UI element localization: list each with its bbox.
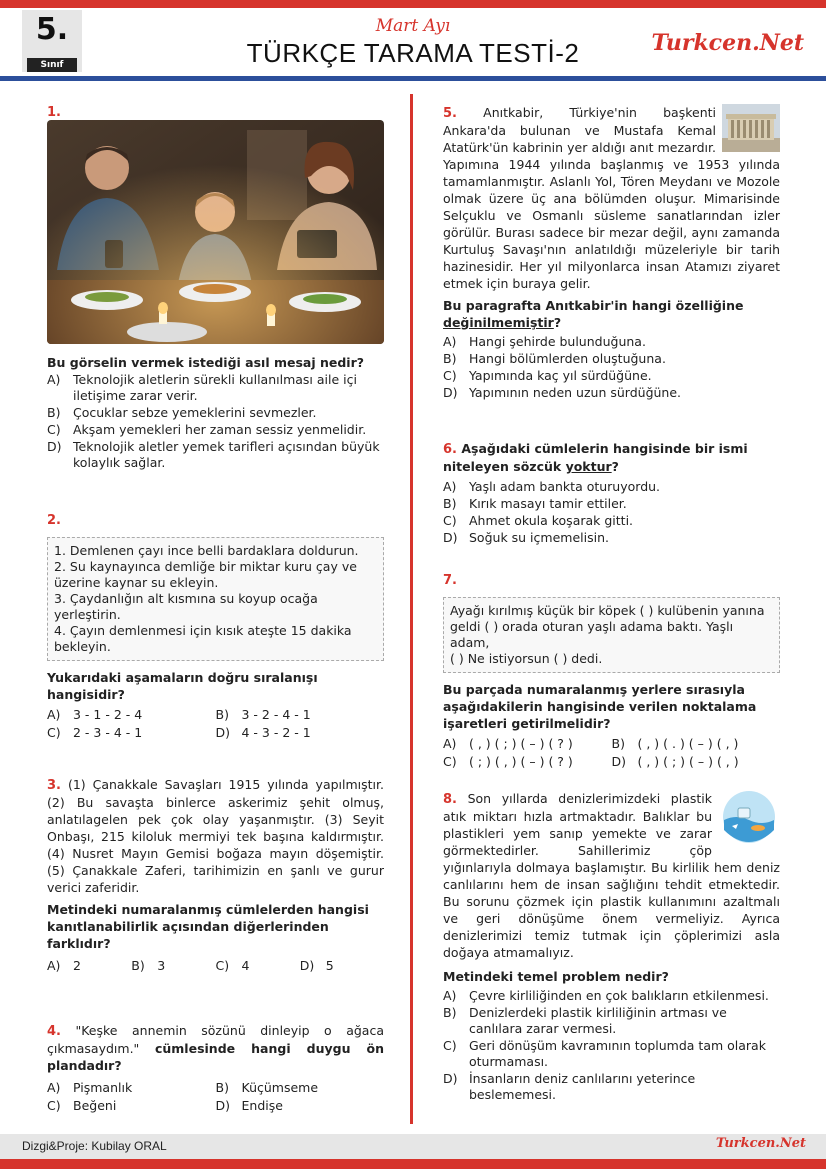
- option-letter: A): [47, 707, 61, 722]
- option-d[interactable]: [443, 530, 780, 546]
- page-header: [0, 8, 826, 74]
- option-letter: D): [215, 1098, 231, 1113]
- passage-line: Ayağı kırılmış küçük bir köpek ( ) kulübenin yanına geldi ( ) orada oturan yaşlı adama baktı. Yaşlı adam,: [450, 603, 765, 650]
- question-text: (1) Çanakkale Savaşları 1915 yılında yapılmıştır. (2) Bu savaşta binlerce askerimiz şehit olmuş, anlatılagelen pek çok olay yaşanmıştır. (3) Seyit Onbaşı, 215 kiloluk mermiyi tek başına kaldırmıştır. (4) Nusret Mayın Gemisi boğaza mayın döşemiştir. (5) Çanakkale Zaferi, tarihimizin en şanlı ve gurur verici zaferidir.: [47, 777, 384, 895]
- step-item: 3. Çaydanlığın alt kısmına su koyup ocağa yerleştirin.: [54, 591, 318, 622]
- option-text: ( , ) ( . ) ( – ) ( , ): [637, 736, 739, 751]
- option-text: Çocuklar sebze yemeklerini sevmezler.: [73, 405, 317, 420]
- option-letter: C): [443, 1038, 457, 1053]
- question-2: [47, 512, 384, 741]
- option-letter: A): [47, 372, 61, 387]
- option-letter: B): [443, 351, 457, 366]
- option-letter: C): [47, 1098, 61, 1113]
- option-letter: A): [47, 958, 61, 973]
- option-letter: C): [443, 368, 457, 383]
- question-number: 1.: [47, 105, 61, 120]
- option-text: Teknolojik aletler yemek tarifleri açısından büyük kolaylık sağlar.: [73, 439, 380, 470]
- option-letter: A): [443, 736, 457, 751]
- option-c[interactable]: [443, 754, 612, 770]
- option-a[interactable]: [47, 1080, 216, 1096]
- option-letter: B): [215, 1080, 229, 1095]
- page-footer: [0, 1134, 826, 1159]
- page-title: TÜRKÇE TARAMA TESTİ-2: [246, 38, 580, 68]
- option-c[interactable]: [443, 1038, 780, 1070]
- column-divider: [410, 94, 413, 1124]
- question-stem: [443, 440, 780, 475]
- option-text: Kırık masayı tamir ettiler.: [469, 496, 627, 511]
- option-c[interactable]: [47, 422, 384, 438]
- step-item: 1. Demlenen çayı ince belli bardaklara doldurun.: [54, 543, 359, 558]
- option-text: Hangi şehirde bulunduğuna.: [469, 334, 646, 349]
- question-stem: Yukarıdaki aşamaların doğru sıralanışı hangisidir?: [47, 670, 318, 702]
- option-d[interactable]: [300, 958, 384, 974]
- option-letter: A): [443, 334, 457, 349]
- option-a[interactable]: [443, 334, 780, 350]
- passage-box: [443, 597, 780, 673]
- option-letter: A): [47, 1080, 61, 1095]
- option-text: Geri dönüşüm kavramının toplumda tam olarak oturmaması.: [469, 1038, 766, 1069]
- option-d[interactable]: [443, 385, 780, 401]
- question-number: 6.: [443, 442, 457, 457]
- option-text: Pişmanlık: [73, 1080, 133, 1095]
- option-letter: D): [47, 439, 62, 454]
- option-text: 3: [157, 958, 166, 973]
- option-letter: C): [443, 754, 457, 769]
- answer-options: [443, 988, 780, 1103]
- answer-options: [47, 1080, 384, 1114]
- option-text: Yapımında kaç yıl sürdüğüne.: [469, 368, 652, 383]
- option-letter: D): [299, 958, 315, 973]
- answer-options: [443, 479, 780, 546]
- option-text: Yaşlı adam bankta oturuyordu.: [469, 479, 661, 494]
- option-c[interactable]: [443, 513, 780, 529]
- option-b[interactable]: [612, 736, 781, 752]
- option-a[interactable]: [47, 958, 131, 974]
- option-b[interactable]: [216, 1080, 385, 1096]
- option-letter: B): [131, 958, 145, 973]
- option-text: ( , ) ( ; ) ( – ) ( , ): [637, 754, 739, 769]
- anitkabir-image: [722, 104, 780, 156]
- stem-underlined: yoktur: [565, 459, 612, 474]
- top-red-bar: [0, 0, 826, 8]
- question-8: [443, 790, 780, 1103]
- option-text: Soğuk su içmemelisin.: [469, 530, 609, 545]
- option-text: İnsanların deniz canlılarını yeterince beslememesi.: [469, 1071, 696, 1102]
- option-text: Hangi bölümlerden oluştuğuna.: [469, 351, 666, 366]
- option-text: Teknolojik aletlerin sürekli kullanılması aile içi iletişime zarar verir.: [73, 372, 357, 403]
- option-text: Küçümseme: [241, 1080, 319, 1095]
- option-c[interactable]: [216, 958, 300, 974]
- option-d[interactable]: [612, 754, 781, 770]
- option-c[interactable]: [47, 1098, 216, 1114]
- option-text: 2: [73, 958, 81, 973]
- option-letter: A): [443, 988, 457, 1003]
- answer-options: [443, 736, 780, 770]
- option-text: Denizlerdeki plastik kirliliğinin artması ve canlılara zarar vermesi.: [469, 1005, 727, 1036]
- family-dinner-image: [47, 120, 384, 344]
- option-letter: B): [443, 496, 457, 511]
- option-c[interactable]: [47, 725, 216, 741]
- ocean-plastic-icon: [718, 790, 780, 848]
- question-number: 4.: [47, 1024, 61, 1039]
- question-number: 3.: [47, 778, 61, 793]
- option-letter: B): [47, 405, 61, 420]
- option-text: 4 - 3 - 2 - 1: [241, 725, 311, 740]
- option-a[interactable]: [47, 707, 216, 723]
- question-text: Anıtkabir, Türkiye'nin başkenti Ankara'da bulunan ve Mustafa Kemal Atatürk'ün kabrinin yer aldığı anıt mezardır. Yapımına 1944 yılında başlanmış ve 1953 yılında tamamlanmıştır. Aslanlı Yol, Tören Meydanı ve Mozole olmak üzere üç ana bölümden oluşur. Mimarisinde Selçuklu ve Osmanlı süsleme sanatlarından izler görülür. Burası sadece bir mezar değil, aynı zamanda Kurtuluş Savaşı'nın anlatıldığı müzeleriyle bir tarih hazinesidir. Her yıl milyonlarca insan Atamızı ziyaret etmek için buraya gelir.: [443, 105, 780, 291]
- option-letter: B): [443, 1005, 457, 1020]
- step-item: 2. Su kaynayınca demliğe bir miktar kuru çay ve üzerine kaynar su ekleyin.: [54, 559, 357, 590]
- option-letter: B): [215, 707, 229, 722]
- option-a[interactable]: [443, 988, 780, 1004]
- option-text: Yapımının neden uzun sürdüğüne.: [469, 385, 682, 400]
- answer-options: [443, 334, 780, 401]
- option-text: Ahmet okula koşarak gitti.: [469, 513, 634, 528]
- option-text: Akşam yemekleri her zaman sessiz yenmelidir.: [73, 422, 367, 437]
- option-text: ( ; ) ( , ) ( – ) ( ? ): [469, 754, 573, 769]
- question-stem: Metindeki temel problem nedir?: [443, 969, 669, 984]
- stem-end: ?: [553, 315, 562, 330]
- option-letter: C): [215, 958, 230, 973]
- bottom-red-bar: [0, 1159, 826, 1169]
- option-letter: A): [443, 479, 457, 494]
- footer-credit: Dizgi&Proje: Kubilay ORAL: [22, 1139, 167, 1153]
- question-number: 8.: [443, 792, 457, 807]
- question-number: 7.: [443, 573, 457, 588]
- stem-end: ?: [611, 459, 619, 474]
- option-b[interactable]: [216, 707, 385, 723]
- grade-label: Sınıf: [27, 58, 77, 72]
- option-letter: D): [215, 725, 231, 740]
- option-letter: C): [47, 725, 61, 740]
- option-d[interactable]: [443, 1071, 780, 1103]
- question-6: [443, 440, 780, 546]
- step-item: 4. Çayın demlenmesi için kısık ateşte 15 dakika bekleyin.: [54, 623, 352, 654]
- question-stem: Bu görselin vermek istediği asıl mesaj nedir?: [47, 355, 365, 370]
- header-divider: [0, 76, 826, 81]
- option-b[interactable]: [443, 1005, 780, 1037]
- option-a[interactable]: [443, 736, 612, 752]
- option-c[interactable]: [443, 368, 780, 384]
- answer-options: [47, 372, 384, 471]
- question-number: 2.: [47, 513, 61, 528]
- question-5: [443, 104, 780, 401]
- question-4: [47, 1022, 384, 1114]
- stem-underlined: değinilmemiştir: [443, 315, 554, 330]
- option-b[interactable]: [443, 496, 780, 512]
- option-letter: D): [443, 530, 458, 545]
- grade-number: 5.: [35, 12, 69, 47]
- option-letter: C): [47, 422, 61, 437]
- option-text: Beğeni: [73, 1098, 117, 1113]
- question-7: [443, 572, 780, 770]
- answer-options: [47, 707, 384, 741]
- option-a[interactable]: [443, 479, 780, 495]
- question-stem: Bu parçada numaralanmış yerlere sırasıyla aşağıdakilerin hangisinde verilen noktalama işaretleri getirilmelidir?: [443, 682, 757, 731]
- option-letter: D): [611, 754, 627, 769]
- option-text: 3 - 1 - 2 - 4: [73, 707, 143, 722]
- question-stem: Metindeki numaralanmış cümlelerden hangisi kanıtlanabilirlik açısından diğerlerinden farklıdır?: [47, 902, 369, 951]
- passage-line: ( ) Ne istiyorsun ( ) dedi.: [450, 651, 603, 666]
- brand-logo: Turkcen.Net: [651, 30, 804, 56]
- option-b[interactable]: [47, 405, 384, 421]
- steps-box: [47, 537, 384, 661]
- question-1: [47, 104, 384, 470]
- question-quote: "Keşke annemin sözünü dinleyip o ağaca çıkmasaydım.": [47, 1023, 384, 1056]
- option-text: Çevre kirliliğinden en çok balıkların etkilenmesi.: [469, 988, 769, 1003]
- option-d[interactable]: [216, 725, 385, 741]
- option-letter: D): [443, 1071, 458, 1086]
- option-letter: D): [443, 385, 458, 400]
- option-text: ( , ) ( ; ) ( – ) ( ? ): [469, 736, 573, 751]
- question-stem: cümlesinde hangi duygu ön plandadır?: [47, 1041, 384, 1073]
- question-stem: [443, 297, 780, 331]
- option-text: 3 - 2 - 4 - 1: [241, 707, 311, 722]
- option-b[interactable]: [131, 958, 215, 974]
- question-3: [47, 776, 384, 974]
- option-text: 5: [325, 958, 334, 973]
- question-number: 5.: [443, 106, 457, 121]
- stem-text: Aşağıdaki cümlelerin hangisinde bir ismi niteleyen sözcük: [443, 441, 748, 474]
- answer-options: [47, 958, 384, 974]
- option-letter: C): [443, 513, 457, 528]
- option-text: 4: [241, 958, 250, 973]
- option-text: Endişe: [241, 1098, 283, 1113]
- option-a[interactable]: [47, 372, 384, 404]
- question-text: Son yıllarda denizlerimizdeki plastik atık miktarı hızla artmaktadır. Balıklar bu plastikleri yem sanıp yemekte ve zarar görmektedirler. Sahillerimiz çöp yığınlarıyla dolmaya başlamıştır. Bu kirlilik hem deniz canlılarını hem de insan sağlığını tehdit etmektedir. Bu sorunu çözmek için plastik kullanımını azaltmalı ve geri dönüşüme önem vermeliyiz. Ayrıca denizlerimizi temiz tutmak için çöplerimizi asla doğaya atmamalıyız.: [443, 791, 780, 960]
- option-d[interactable]: [216, 1098, 385, 1114]
- month-label: Mart Ayı: [375, 16, 451, 36]
- footer-brand-logo: Turkcen.Net: [715, 1136, 806, 1151]
- stem-text: Bu paragrafta Anıtkabir'in hangi özelliğine: [443, 298, 744, 313]
- option-text: 2 - 3 - 4 - 1: [73, 725, 143, 740]
- option-letter: B): [611, 736, 625, 751]
- option-d[interactable]: [47, 439, 384, 471]
- option-b[interactable]: [443, 351, 780, 367]
